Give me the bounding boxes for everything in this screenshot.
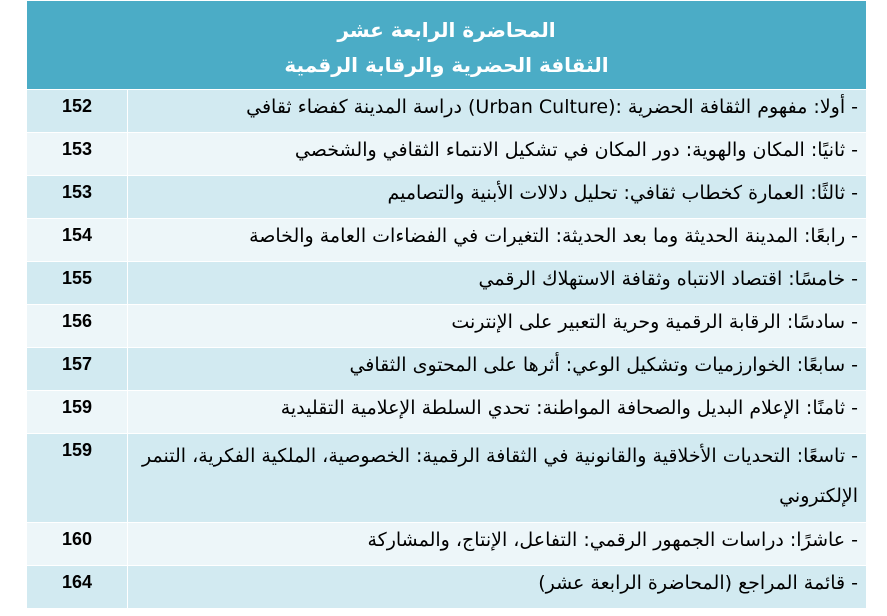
table-row — [27, 305, 867, 348]
toc-page-number: 164 — [27, 566, 128, 609]
table-row — [27, 176, 867, 219]
toc-item-text: - أولا: مفهوم الثقافة الحضرية :(Urban Culture) دراسة المدينة كفضاء ثقافي — [128, 90, 867, 133]
table-row — [27, 90, 867, 133]
toc-page-number: 152 — [27, 90, 128, 133]
table-row — [27, 219, 867, 262]
toc-item-text: - رابعًا: المدينة الحديثة وما بعد الحديثة: التغيرات في الفضاءات العامة والخاصة — [128, 219, 867, 262]
toc-item-text: - قائمة المراجع (المحاضرة الرابعة عشر) — [128, 566, 867, 609]
toc-page-number: 153 — [27, 176, 128, 219]
table-row — [27, 523, 867, 566]
toc-item-text: - ثانيًا: المكان والهوية: دور المكان في تشكيل الانتماء الثقافي والشخصي — [128, 133, 867, 176]
header-row — [27, 1, 867, 90]
table-row — [27, 566, 867, 609]
table-row — [27, 348, 867, 391]
table-row — [27, 133, 867, 176]
header-cell — [27, 1, 867, 90]
lecture-subtitle: الثقافة الحضرية والرقابة الرقمية — [284, 53, 609, 77]
lecture-title: المحاضرة الرابعة عشر — [337, 18, 556, 42]
toc-page-number: 160 — [27, 523, 128, 566]
toc-page-number: 159 — [27, 434, 128, 523]
toc-page-number: 156 — [27, 305, 128, 348]
toc-item-text: - ثالثًا: العمارة كخطاب ثقافي: تحليل دلالات الأبنية والتصاميم — [128, 176, 867, 219]
toc-item-text: - سابعًا: الخوارزميات وتشكيل الوعي: أثرها على المحتوى الثقافي — [128, 348, 867, 391]
toc-page-number: 157 — [27, 348, 128, 391]
toc-page-number: 155 — [27, 262, 128, 305]
toc-item-text: - عاشرًا: دراسات الجمهور الرقمي: التفاعل، الإنتاج، والمشاركة — [128, 523, 867, 566]
table-of-contents — [26, 0, 867, 609]
table-row — [27, 434, 867, 523]
toc-item-text: - ثامنًا: الإعلام البديل والصحافة المواطنة: تحدي السلطة الإعلامية التقليدية — [128, 391, 867, 434]
table-row — [27, 262, 867, 305]
toc-item-text: - سادسًا: الرقابة الرقمية وحرية التعبير على الإنترنت — [128, 305, 867, 348]
toc-item-text: - خامسًا: اقتصاد الانتباه وثقافة الاستهلاك الرقمي — [128, 262, 867, 305]
table-row — [27, 391, 867, 434]
toc-page-number: 159 — [27, 391, 128, 434]
toc-page-number: 153 — [27, 133, 128, 176]
toc-item-text: - تاسعًا: التحديات الأخلاقية والقانونية في الثقافة الرقمية: الخصوصية، الملكية الفكرية، التنمر الإلكتروني — [128, 434, 867, 523]
toc-page-number: 154 — [27, 219, 128, 262]
